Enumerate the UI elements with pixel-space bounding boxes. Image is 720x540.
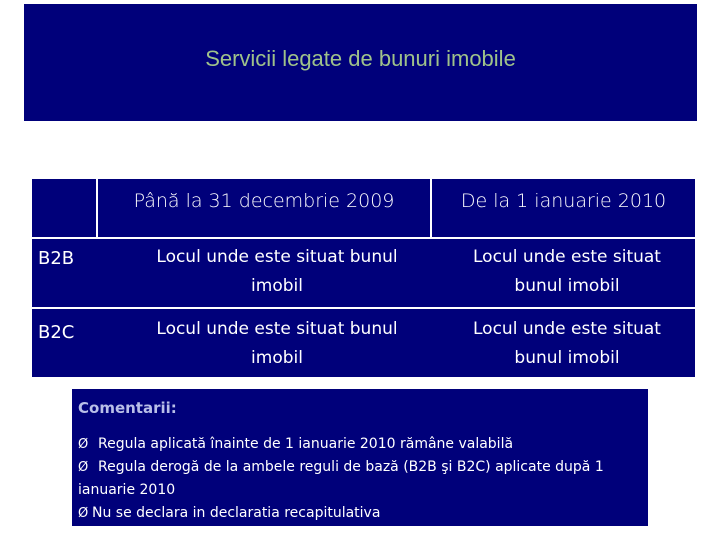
- title-banner: [24, 4, 697, 121]
- comment-item: [78, 433, 644, 456]
- comments-box: [72, 389, 648, 526]
- arrow-bullet-icon: Ø: [78, 506, 89, 521]
- table-cell: Locul unde este situat bunul imobil: [156, 247, 398, 296]
- comparison-table: [32, 179, 695, 377]
- row-label-b2b: B2B: [38, 247, 75, 269]
- table-cell: Locul unde este situat bunul imobil: [473, 247, 661, 296]
- arrow-bullet-icon: Ø: [78, 460, 89, 475]
- table-cell: Locul unde este situat bunul imobil: [156, 319, 398, 368]
- comment-item: [78, 502, 644, 525]
- header-period-1: Până la 31 decembrie 2009: [133, 189, 395, 212]
- comment-item: [78, 456, 644, 502]
- slide-title: Servicii legate de bunuri imobile: [205, 45, 516, 71]
- arrow-bullet-icon: Ø: [78, 437, 89, 452]
- header-period-2: De la 1 ianuarie 2010: [460, 189, 667, 212]
- table-divider: [32, 237, 695, 239]
- comment-text: Regula derogă de la ambele reguli de bază (B2B şi B2C) aplicate după 1 ianuarie 2010: [78, 459, 604, 498]
- comment-text: Nu se declara in declaratia recapitulativa: [92, 505, 381, 521]
- table-divider: [32, 307, 695, 309]
- comments-title: Comentarii:: [78, 399, 177, 417]
- row-label-b2c: B2C: [38, 321, 75, 343]
- comment-text: Regula aplicată înainte de 1 ianuarie 2010 rămâne valabilă: [98, 436, 514, 452]
- table-cell: Locul unde este situat bunul imobil: [473, 319, 661, 368]
